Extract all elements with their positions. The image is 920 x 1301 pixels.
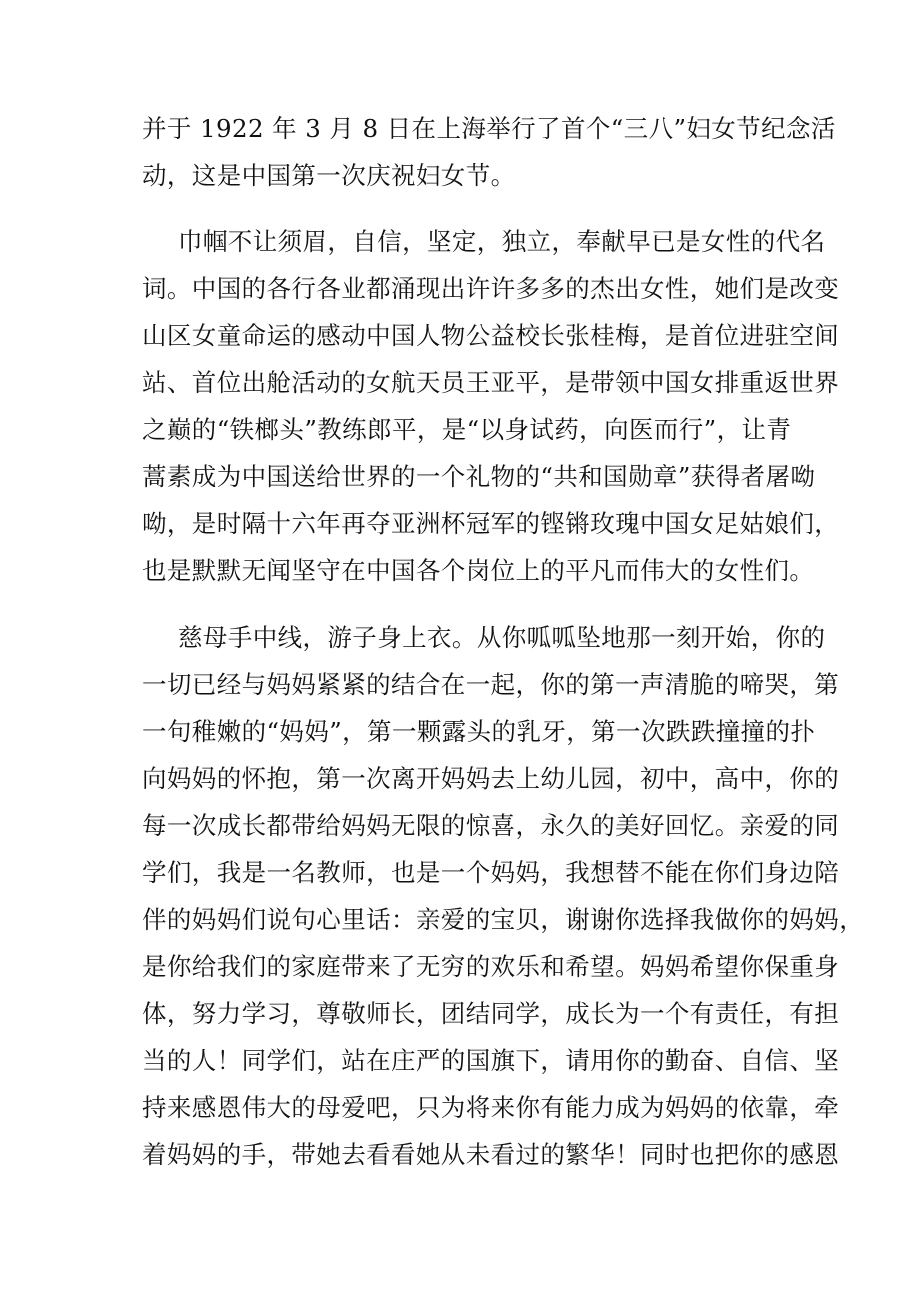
paragraph-line: 山区女童命运的感动中国人物公益校长张桂梅，是首位进驻空间: [142, 321, 840, 350]
paragraph-line: 伴的妈妈们说句心里话：亲爱的宝贝，谢谢你选择我做你的妈妈，: [142, 905, 865, 934]
paragraph-line: 着妈妈的手，带她去看看她从未看过的繁华！同时也把你的感恩: [142, 1140, 840, 1169]
paragraph-line: 是你给我们的家庭带来了无穷的欢乐和希望。妈妈希望你保重身: [142, 952, 840, 981]
paragraph-line: 一句稚嫩的“妈妈”，第一颗露头的乳牙，第一次跌跌撞撞的扑: [142, 717, 816, 746]
paragraph-line: 也是默默无闻坚守在中国各个岗位上的平凡而伟大的女性们。: [142, 556, 815, 585]
paragraph-line: 蒿素成为中国送给世界的一个礼物的“共和国勋章”获得者屠呦: [142, 462, 816, 491]
paragraph-line: 一切已经与妈妈紧紧的结合在一起，你的第一声清脆的啼哭，第: [142, 670, 840, 699]
paragraph-line: 并于 1922 年 3 月 8 日在上海举行了首个“三八”妇女节纪念活: [142, 114, 836, 143]
paragraph-line: 每一次成长都带给妈妈无限的惊喜，永久的美好回忆。亲爱的同: [142, 811, 840, 840]
paragraph-line: 当的人！同学们，站在庄严的国旗下，请用你的勤奋、自信、坚: [142, 1046, 840, 1075]
paragraph-2: [142, 218, 840, 594]
paragraph-line: 向妈妈的怀抱，第一次离开妈妈去上幼儿园，初中，高中，你的: [142, 764, 840, 793]
paragraph-line: 动，这是中国第一次庆祝妇女节。: [142, 161, 516, 190]
paragraph-line: 体，努力学习，尊敬师长，团结同学，成长为一个有责任，有担: [142, 999, 840, 1028]
paragraph-1: [142, 105, 836, 199]
paragraph-line: 站、首位出舱活动的女航天员王亚平，是带领中国女排重返世界: [142, 368, 840, 397]
paragraph-line: 持来感恩伟大的母爱吧，只为将来你有能力成为妈妈的依靠，牵: [142, 1093, 840, 1122]
paragraph-line: 学们，我是一名教师，也是一个妈妈，我想替不能在你们身边陪: [142, 858, 840, 887]
paragraph-line: 之巅的“铁榔头”教练郎平，是“以身试药，向医而行”，让青: [142, 415, 792, 444]
paragraph-line: 巾帼不让须眉，自信，坚定，独立，奉献早已是女性的代名: [178, 227, 826, 256]
paragraph-line: 呦，是时隔十六年再夺亚洲杯冠军的铿锵玫瑰中国女足姑娘们，: [142, 509, 840, 538]
paragraph-line: 慈母手中线，游子身上衣。从你呱呱坠地那一刻开始，你的: [178, 623, 826, 652]
paragraph-3: [142, 614, 865, 1178]
paragraph-line: 词。中国的各行各业都涌现出许许多多的杰出女性，她们是改变: [142, 274, 840, 303]
